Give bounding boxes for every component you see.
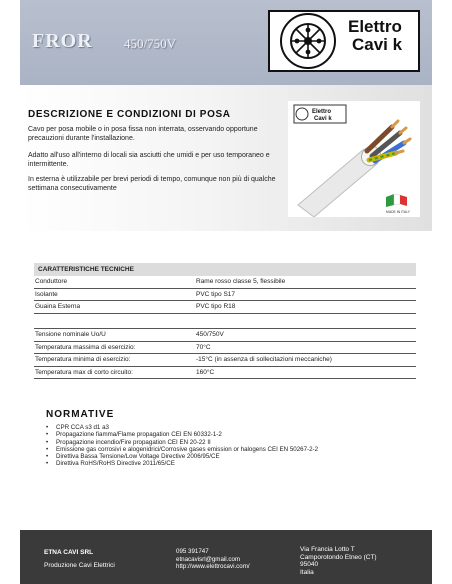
address-line: Italia bbox=[300, 568, 314, 576]
row-value: 70°C bbox=[196, 343, 211, 351]
list-item: • Direttiva RoHS/RoHS Directive 2011/65/CE bbox=[46, 460, 318, 467]
list-item: • Direttiva Bassa Tensione/Low Voltage Directive 2006/95/CE bbox=[46, 453, 318, 460]
row-key: Temperatura max di corto circuito: bbox=[35, 368, 133, 376]
footer-website-link[interactable]: http://www.elettrocavi.com/ bbox=[176, 563, 250, 570]
company-logo bbox=[268, 10, 420, 72]
row-key: Temperatura minima di esercizio: bbox=[35, 356, 131, 364]
logo-word-elettro: Elettro bbox=[348, 17, 402, 36]
table-row bbox=[34, 354, 416, 367]
svg-text:Cavi k: Cavi k bbox=[314, 116, 332, 122]
tech-table-secondary bbox=[34, 328, 416, 379]
row-key: Guaina Esterna bbox=[35, 303, 81, 311]
table-row bbox=[34, 289, 416, 302]
footer-address bbox=[300, 546, 377, 576]
list-item: • Emissione gas corrosivi e alogenidrici/Corrosive gases emission or halogens CEI EN 50267-2-2 bbox=[46, 446, 318, 453]
row-key: Conduttore bbox=[35, 278, 68, 286]
list-item: • Propagazione fiamma/Flame propagation CEI EN 60332-1-2 bbox=[46, 431, 318, 438]
table-row bbox=[34, 342, 416, 355]
description-heading: DESCRIZIONE E CONDIZIONI DI POSA bbox=[28, 109, 231, 120]
row-value: PVC tipo R18 bbox=[196, 303, 236, 311]
svg-text:MADE IN ITALY: MADE IN ITALY bbox=[386, 210, 410, 214]
svg-text:Elettro: Elettro bbox=[312, 109, 332, 115]
table-row bbox=[34, 329, 416, 342]
row-value: Rame rosso classe 5, flessibile bbox=[196, 278, 286, 286]
normative-list bbox=[46, 424, 318, 468]
table-row bbox=[34, 301, 416, 314]
description-section bbox=[20, 85, 432, 231]
row-key: Isolante bbox=[35, 290, 58, 298]
list-item: • CPR CCA s3 d1 a3 bbox=[46, 424, 318, 431]
row-value: -15°C (in assenza di sollecitazioni meccaniche) bbox=[196, 356, 332, 364]
list-item: • Propagazione incendio/Fire propagation CEI EN 20-22 II bbox=[46, 439, 318, 446]
normative-heading: NORMATIVE bbox=[46, 409, 115, 420]
footer-contacts bbox=[176, 548, 250, 571]
cable-illustration bbox=[288, 101, 420, 217]
row-value: 450/750V bbox=[196, 331, 224, 339]
product-image bbox=[288, 101, 420, 217]
row-value: PVC tipo S17 bbox=[196, 290, 236, 298]
description-paragraph: Cavo per posa mobile o in posa fissa non interrata, osservando opportune precauzioni durante l'installazione. bbox=[28, 126, 258, 142]
address-line: 95040 bbox=[300, 561, 319, 568]
address-line: Via Francia Lotto T bbox=[300, 546, 355, 553]
description-paragraph: Adatto all'uso all'interno di locali sia asciutti che umidi e per uso temporaneo e intermittente. bbox=[28, 152, 270, 168]
row-value: 160°C bbox=[196, 368, 215, 376]
footer bbox=[20, 530, 432, 584]
table-row bbox=[34, 276, 416, 289]
footer-phone: 095 391747 bbox=[176, 548, 209, 555]
logo-wordmark bbox=[348, 18, 402, 54]
logo-word-cavi: Cavi k bbox=[352, 35, 403, 54]
tech-table bbox=[34, 263, 416, 314]
row-key: Tensione nominale Uo/U bbox=[35, 331, 106, 339]
address-line: Camporotondo Etneo (CT) bbox=[300, 553, 377, 561]
product-voltage: 450/750V bbox=[124, 36, 176, 51]
footer-email[interactable]: etnacavisrl@gmail.com bbox=[176, 555, 241, 563]
row-key: Temperatura massima di esercizio: bbox=[35, 343, 136, 351]
table-row bbox=[34, 367, 416, 380]
description-paragraph: In esterna è utilizzabile per brevi periodi di tempo, comunque non più di qualche settimana consecutivamente bbox=[28, 176, 276, 192]
product-title: FROR bbox=[32, 30, 93, 52]
header-band bbox=[20, 0, 432, 85]
tech-table-heading: CARATTERISTICHE TECNICHE bbox=[34, 263, 416, 276]
footer-subtitle: Produzione Cavi Elettrici bbox=[44, 562, 115, 569]
footer-company: ETNA CAVI SRL bbox=[44, 549, 94, 556]
